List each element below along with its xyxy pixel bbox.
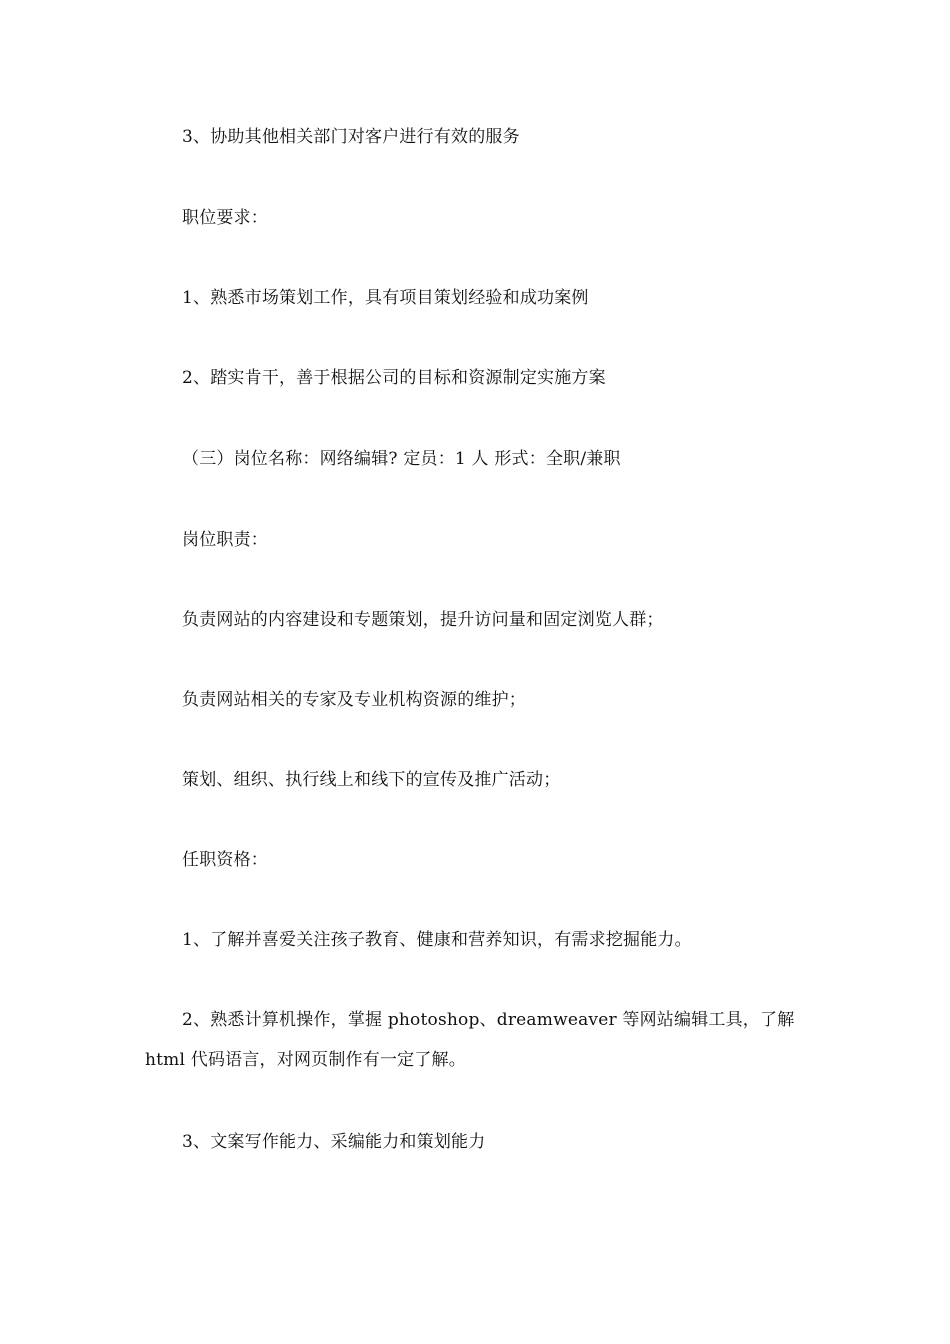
paragraph-qualification-2: 2、熟悉计算机操作，掌握 photoshop、dreamweaver 等网站编辑工具，了解 html 代码语言，对网页制作有一定了解。 bbox=[145, 1010, 795, 1070]
paragraph-qualifications-heading: 任职资格： bbox=[182, 850, 268, 870]
paragraph-duty-3: 策划、组织、执行线上和线下的宣传及推广活动； bbox=[182, 770, 561, 790]
paragraph-duties-heading: 岗位职责： bbox=[182, 530, 268, 550]
paragraph-requirement-1: 1、熟悉市场策划工作，具有项目策划经验和成功案例 bbox=[182, 288, 589, 308]
paragraph-job-requirements-heading: 职位要求： bbox=[182, 208, 268, 228]
paragraph-qualification-3: 3、文案写作能力、采编能力和策划能力 bbox=[182, 1132, 486, 1152]
paragraph-service-assist: 3、协助其他相关部门对客户进行有效的服务 bbox=[182, 127, 520, 147]
paragraph-duty-2: 负责网站相关的专家及专业机构资源的维护； bbox=[182, 690, 526, 710]
paragraph-position-title: （三）岗位名称：网络编辑? 定员：1 人 形式：全职/兼职 bbox=[182, 449, 621, 469]
paragraph-requirement-2: 2、踏实肯干，善于根据公司的目标和资源制定实施方案 bbox=[182, 368, 606, 388]
paragraph-qualification-1: 1、了解并喜爱关注孩子教育、健康和营养知识，有需求挖掘能力。 bbox=[182, 930, 692, 950]
paragraph-duty-1: 负责网站的内容建设和专题策划，提升访问量和固定浏览人群； bbox=[182, 610, 664, 630]
